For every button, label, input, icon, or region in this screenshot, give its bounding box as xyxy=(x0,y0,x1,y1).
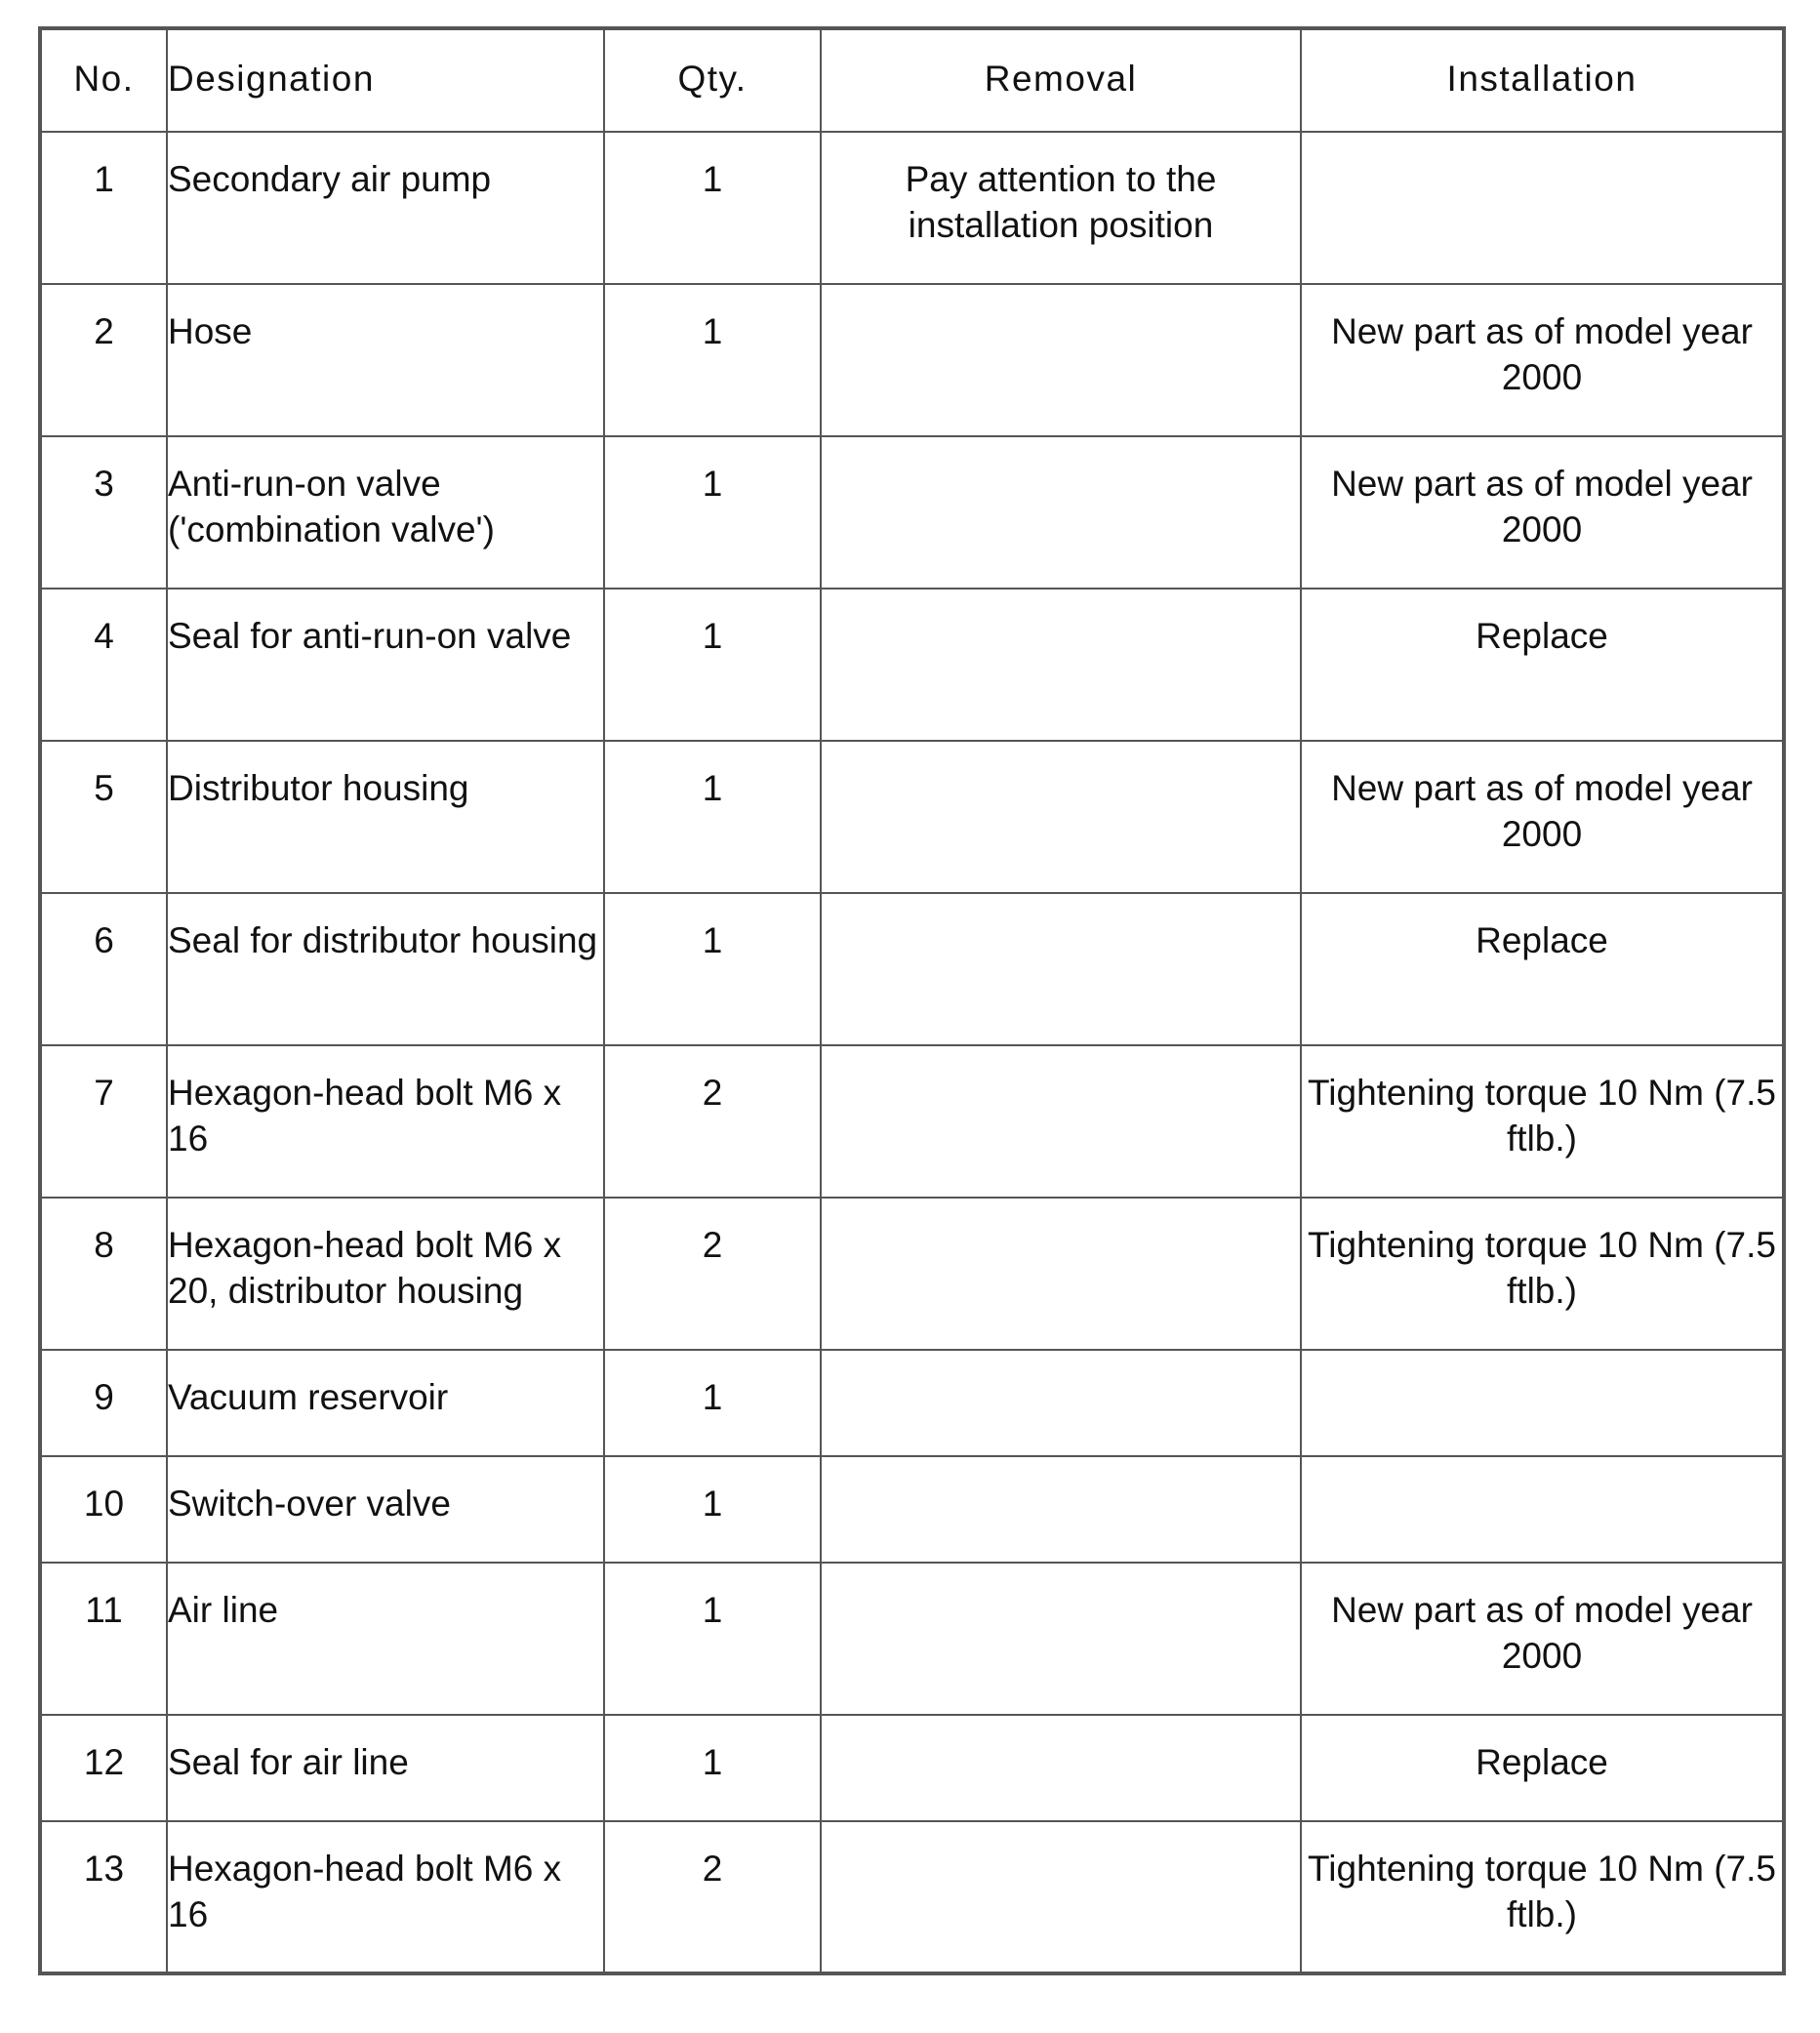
cell-no: 12 xyxy=(40,1715,167,1821)
cell-qty: 1 xyxy=(604,1456,821,1563)
table-row xyxy=(40,741,1784,893)
cell-removal xyxy=(821,436,1301,589)
cell-no: 3 xyxy=(40,436,167,589)
table-row xyxy=(40,436,1784,589)
cell-removal xyxy=(821,1198,1301,1350)
cell-designation: Seal for distributor housing xyxy=(167,893,604,1045)
cell-qty: 1 xyxy=(604,132,821,284)
cell-no: 5 xyxy=(40,741,167,893)
cell-designation: Seal for air line xyxy=(167,1715,604,1821)
cell-installation: Replace xyxy=(1301,893,1784,1045)
cell-no: 7 xyxy=(40,1045,167,1198)
cell-removal xyxy=(821,1456,1301,1563)
cell-qty: 2 xyxy=(604,1198,821,1350)
cell-removal: Pay attention to the installation position xyxy=(821,132,1301,284)
header-qty: Qty. xyxy=(604,28,821,132)
cell-designation: Switch-over valve xyxy=(167,1456,604,1563)
cell-installation: Tightening torque 10 Nm (7.5 ftlb.) xyxy=(1301,1821,1784,1973)
cell-installation: New part as of model year 2000 xyxy=(1301,1563,1784,1715)
cell-no: 13 xyxy=(40,1821,167,1973)
cell-designation: Vacuum reservoir xyxy=(167,1350,604,1456)
cell-designation: Seal for anti-run-on valve xyxy=(167,589,604,741)
header-removal: Removal xyxy=(821,28,1301,132)
cell-no: 6 xyxy=(40,893,167,1045)
table-row xyxy=(40,1045,1784,1198)
cell-qty: 1 xyxy=(604,1350,821,1456)
cell-installation: Tightening torque 10 Nm (7.5 ftlb.) xyxy=(1301,1198,1784,1350)
cell-installation: New part as of model year 2000 xyxy=(1301,436,1784,589)
cell-designation: Hexagon-head bolt M6 x 16 xyxy=(167,1821,604,1973)
cell-removal xyxy=(821,1821,1301,1973)
cell-installation xyxy=(1301,1350,1784,1456)
table-row xyxy=(40,1350,1784,1456)
table-row xyxy=(40,1821,1784,1973)
cell-no: 2 xyxy=(40,284,167,436)
cell-no: 9 xyxy=(40,1350,167,1456)
cell-qty: 1 xyxy=(604,436,821,589)
table-row xyxy=(40,1563,1784,1715)
header-no: No. xyxy=(40,28,167,132)
cell-no: 11 xyxy=(40,1563,167,1715)
cell-designation: Distributor housing xyxy=(167,741,604,893)
cell-qty: 2 xyxy=(604,1045,821,1198)
table-row xyxy=(40,1456,1784,1563)
cell-removal xyxy=(821,284,1301,436)
cell-installation: Replace xyxy=(1301,1715,1784,1821)
cell-designation: Hose xyxy=(167,284,604,436)
cell-designation: Hexagon-head bolt M6 x 20, distributor housing xyxy=(167,1198,604,1350)
cell-removal xyxy=(821,1350,1301,1456)
cell-qty: 1 xyxy=(604,589,821,741)
cell-no: 1 xyxy=(40,132,167,284)
header-installation: Installation xyxy=(1301,28,1784,132)
cell-designation: Secondary air pump xyxy=(167,132,604,284)
cell-no: 8 xyxy=(40,1198,167,1350)
cell-installation: Replace xyxy=(1301,589,1784,741)
cell-installation: New part as of model year 2000 xyxy=(1301,741,1784,893)
table-row xyxy=(40,893,1784,1045)
cell-designation: Anti-run-on valve ('combination valve') xyxy=(167,436,604,589)
header-designation: Designation xyxy=(167,28,604,132)
cell-removal xyxy=(821,1715,1301,1821)
table-row xyxy=(40,132,1784,284)
cell-installation: Tightening torque 10 Nm (7.5 ftlb.) xyxy=(1301,1045,1784,1198)
cell-qty: 1 xyxy=(604,893,821,1045)
cell-installation xyxy=(1301,1456,1784,1563)
cell-no: 10 xyxy=(40,1456,167,1563)
cell-qty: 2 xyxy=(604,1821,821,1973)
cell-removal xyxy=(821,741,1301,893)
cell-removal xyxy=(821,1045,1301,1198)
cell-designation: Hexagon-head bolt M6 x 16 xyxy=(167,1045,604,1198)
parts-table xyxy=(38,26,1786,1975)
table-row xyxy=(40,589,1784,741)
table-header-row xyxy=(40,28,1784,132)
cell-installation: New part as of model year 2000 xyxy=(1301,284,1784,436)
cell-removal xyxy=(821,589,1301,741)
cell-removal xyxy=(821,893,1301,1045)
cell-qty: 1 xyxy=(604,284,821,436)
cell-qty: 1 xyxy=(604,1715,821,1821)
cell-designation: Air line xyxy=(167,1563,604,1715)
table-row xyxy=(40,284,1784,436)
cell-qty: 1 xyxy=(604,741,821,893)
cell-installation xyxy=(1301,132,1784,284)
cell-no: 4 xyxy=(40,589,167,741)
cell-qty: 1 xyxy=(604,1563,821,1715)
cell-removal xyxy=(821,1563,1301,1715)
table-row xyxy=(40,1715,1784,1821)
table-row xyxy=(40,1198,1784,1350)
